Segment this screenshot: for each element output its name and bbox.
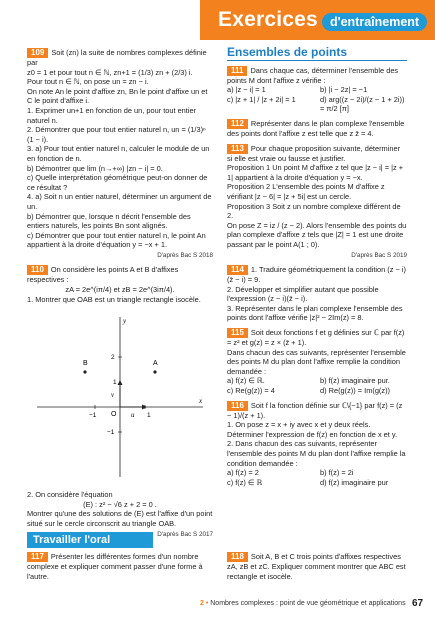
ex116-a: a) f(z) = 2	[227, 468, 259, 478]
tick-label-2: 2	[111, 354, 115, 362]
ex110-source: D'après Bac S 2017	[157, 530, 213, 538]
ex118-text: Soit A, B et C trois points d'affixes respectives zA, zB et zC. Expliquer comment montrer que ABC est rectangle et isocèle.	[227, 552, 406, 581]
ex115-line2: Dans chacun des cas suivants, représenter l'ensemble des points M du plan dont l'affixe remplie la condition demandée :	[227, 347, 406, 376]
ex115-a: a) f(z) ∈ ℝ.	[227, 376, 265, 386]
page-footer	[0, 598, 435, 612]
oral-section	[0, 532, 435, 592]
ex110-line1: On considère les points A et B d'affixes respectives :	[27, 265, 179, 285]
exercise-113	[227, 144, 407, 261]
exercise-number: 110	[27, 265, 48, 275]
tick-label-neg1-x: −1	[89, 412, 97, 420]
ex111-a: a) |z − i| = 1	[227, 85, 266, 95]
ex109-line1: Soit (zn) la suite de nombres complexes définie par	[27, 48, 207, 67]
ex109-q3a: 3. a) Pour tout entier naturel n, calculer le module de un en fonction de n.	[27, 144, 210, 163]
ex109-q4a: 4. a) Soit n un entier naturel, déterminer un argument de un.	[27, 192, 212, 211]
ex113-line1: Pour chaque proposition suivante, déterminer si elle est vraie ou fausse et justifier.	[227, 143, 401, 163]
complex-plane-figure	[27, 307, 213, 487]
ex116-q1: 1. On pose z = x + iy avec x et y deux réels. Déterminer l'expression de f(z) en fonction de x et y.	[227, 420, 398, 439]
ex116-line1: Soit f la fonction définie sur ℂ\{−1} par f(z) = (z − 1)/(z + 1).	[227, 400, 403, 420]
ex113-source: D'après Bac S 2019	[351, 251, 407, 259]
ex115-b: b) f(z) imaginaire pur.	[320, 376, 390, 386]
ex109-q3c: c) Quelle interprétation géométrique peut-on donner de ce résultat ?	[27, 173, 208, 192]
label-b: B	[83, 360, 88, 368]
label-origin: O	[111, 411, 117, 419]
exercise-number: 118	[227, 552, 248, 562]
exercise-115	[227, 328, 407, 396]
exercise-117	[27, 552, 213, 581]
exercise-111	[227, 66, 407, 114]
ex111-c: c) |z + 1| / |z + 2i| = 1	[227, 94, 296, 104]
ex110-equation: (E) : z² − √6 z + 2 = 0 .	[83, 499, 157, 509]
section-title: Ensembles de points	[227, 48, 407, 61]
ex113-prop3: Proposition 3 Soit z un nombre complexe différent de 2.	[227, 201, 401, 221]
ex116-b: b) f(z) = 2i	[320, 468, 354, 478]
exercise-112	[227, 119, 407, 139]
exercise-110	[27, 265, 213, 539]
v-arrow-icon	[118, 380, 123, 385]
point-a	[153, 371, 156, 374]
ex114-q2: 2. Développer et simplifier autant que possible l'expression (z − i)(z̄ − i).	[227, 284, 379, 304]
header-title: Exercices	[218, 8, 318, 31]
ex109-line2: z0 = 1 et pour tout n ∈ ℕ, zn+1 = (1/3) zn + (2/3) i.	[27, 67, 193, 77]
ex109-q3b: b) Démontrer que lim (n→+∞) |zn − i| = 0.	[27, 163, 163, 173]
ex111-line1: Dans chaque cas, déterminer l'ensemble des points M dont l'affixe z vérifie :	[227, 65, 399, 85]
ex113-prop1: Proposition 1 Un point M d'affixe z tel que |z − i| = |z + 1| appartient à la droite d'équation y = −x.	[227, 163, 404, 182]
ex116-d: d) f(z) imaginaire pur	[320, 477, 389, 487]
exercise-number: 112	[227, 119, 248, 129]
ex109-q1: 1. Exprimer un+1 en fonction de un, pour tout entier naturel n.	[27, 105, 197, 125]
page-header	[0, 0, 435, 40]
ex113-prop3b: On pose Z = iz / (z − 2). Alors l'ensemble des points du plan complexe d'affixe z tels que |Z| = 1 est une droite passant par le point A(1 ; 0).	[227, 220, 407, 249]
exercise-number: 115	[227, 328, 248, 338]
u-arrow-icon	[142, 405, 147, 410]
ex110-q2b: Montrer qu'une des solutions de (E) est l'affixe d'un point situé sur le cercle circonscrit au triangle OAB.	[27, 509, 213, 529]
tick-label-neg1-y: −1	[107, 429, 115, 437]
ex111-b: b) |i − 2z| = −1	[320, 85, 368, 95]
ex115-line1: Soit deux fonctions f et g définies sur ℂ par f(z) = z² et g(z) = z × (z̄ + 1).	[227, 328, 405, 348]
exercise-114	[227, 265, 407, 323]
ex115-d: d) Re(g(z)) = Im(g(z))	[320, 386, 391, 396]
ex117-text: Présenter les différentes formes d'un nombre complexe et expliquer comment passer d'une forme à l'autre.	[27, 552, 203, 581]
ex109-q2: 2. Démontrer que pour tout entier naturel n, un = (1/3)ⁿ (1 − i).	[27, 125, 206, 144]
ex116-q2: 2. Dans chacun des cas suivants, représenter l'ensemble des points M du plan dont l'affixe remplie la condition demandée :	[227, 439, 406, 468]
page-number: 67	[412, 598, 424, 609]
label-a: A	[153, 360, 158, 368]
ex109-line3: Pour tout n ∈ ℕ, on pose un = zn − i.	[27, 77, 149, 87]
ex110-q1: 1. Montrer que OAB est un triangle rectangle isocèle.	[27, 294, 201, 304]
label-u: u	[131, 411, 135, 420]
right-column	[227, 45, 407, 492]
footer-chapter: 2 •	[200, 600, 209, 607]
header-badge: d'entraînement	[322, 13, 427, 31]
tick-label-1-x: 1	[147, 412, 151, 420]
label-v: v	[111, 391, 115, 400]
tick-label-1: 1	[113, 379, 117, 387]
ex113-prop2: Proposition 2 L'ensemble des points M d'affixe z vérifiant |z − 6| = |z + 5i| est un cercle.	[227, 182, 385, 201]
point-b	[83, 371, 86, 374]
footer-text	[200, 600, 406, 607]
ex110-q2: 2. On considère l'équation	[27, 490, 113, 500]
complex-plane-svg	[27, 307, 213, 487]
ex109-q4c: c) Démontrer que pour tout entier naturel n, le point An appartient à la droite d'équation y = −x + 1.	[27, 230, 206, 250]
exercise-109	[27, 48, 213, 260]
left-column	[27, 48, 213, 544]
ex116-c: c) f(z) ∈ ℝ	[227, 477, 263, 487]
exercise-number: 114	[227, 265, 248, 275]
exercise-118	[227, 552, 407, 581]
footer-title: Nombres complexes : point de vue géométrique et applications	[210, 600, 406, 607]
ex115-c: c) Re(g(z)) = 4	[227, 386, 275, 396]
exercise-number: 109	[27, 48, 48, 58]
ex111-d: d) arg((z − 2i)/(z − 1 + 2i)) = π/2 [π]	[320, 94, 405, 114]
ex109-line4: On note An le point d'affixe zn, Bn le point d'affixe un et C le point d'affixe i.	[27, 86, 208, 106]
exercise-number: 116	[227, 401, 248, 411]
exercise-116	[227, 401, 407, 488]
exercise-number: 111	[227, 66, 247, 76]
ex112-line1: Représenter dans le plan complexe l'ensemble des points dont l'affixe z est telle que z z̄ = 4.	[227, 118, 405, 138]
ex110-line2: zA = 2e^(iπ/4) et zB = 2e^(3iπ/4).	[65, 285, 175, 295]
label-x: x	[199, 397, 203, 406]
ex109-source: D'après Bac S 2018	[157, 251, 213, 259]
label-y: y	[123, 317, 127, 326]
ex114-q1: 1. Traduire géométriquement la condition (z − i)(z̄ − i) = 9.	[227, 265, 406, 285]
ex114-q3: 3. Représenter dans le plan complexe l'ensemble des points dont l'affixe vérifie |z|² − 2Im(z) = 8.	[227, 303, 403, 323]
ex109-q4b: b) Démontrer que, lorsque n décrit l'ensemble des entiers naturels, les points Bn sont alignés.	[27, 211, 191, 231]
oral-banner: Travailler l'oral	[27, 532, 153, 548]
exercise-number: 117	[27, 552, 48, 562]
exercise-number: 113	[227, 144, 248, 154]
